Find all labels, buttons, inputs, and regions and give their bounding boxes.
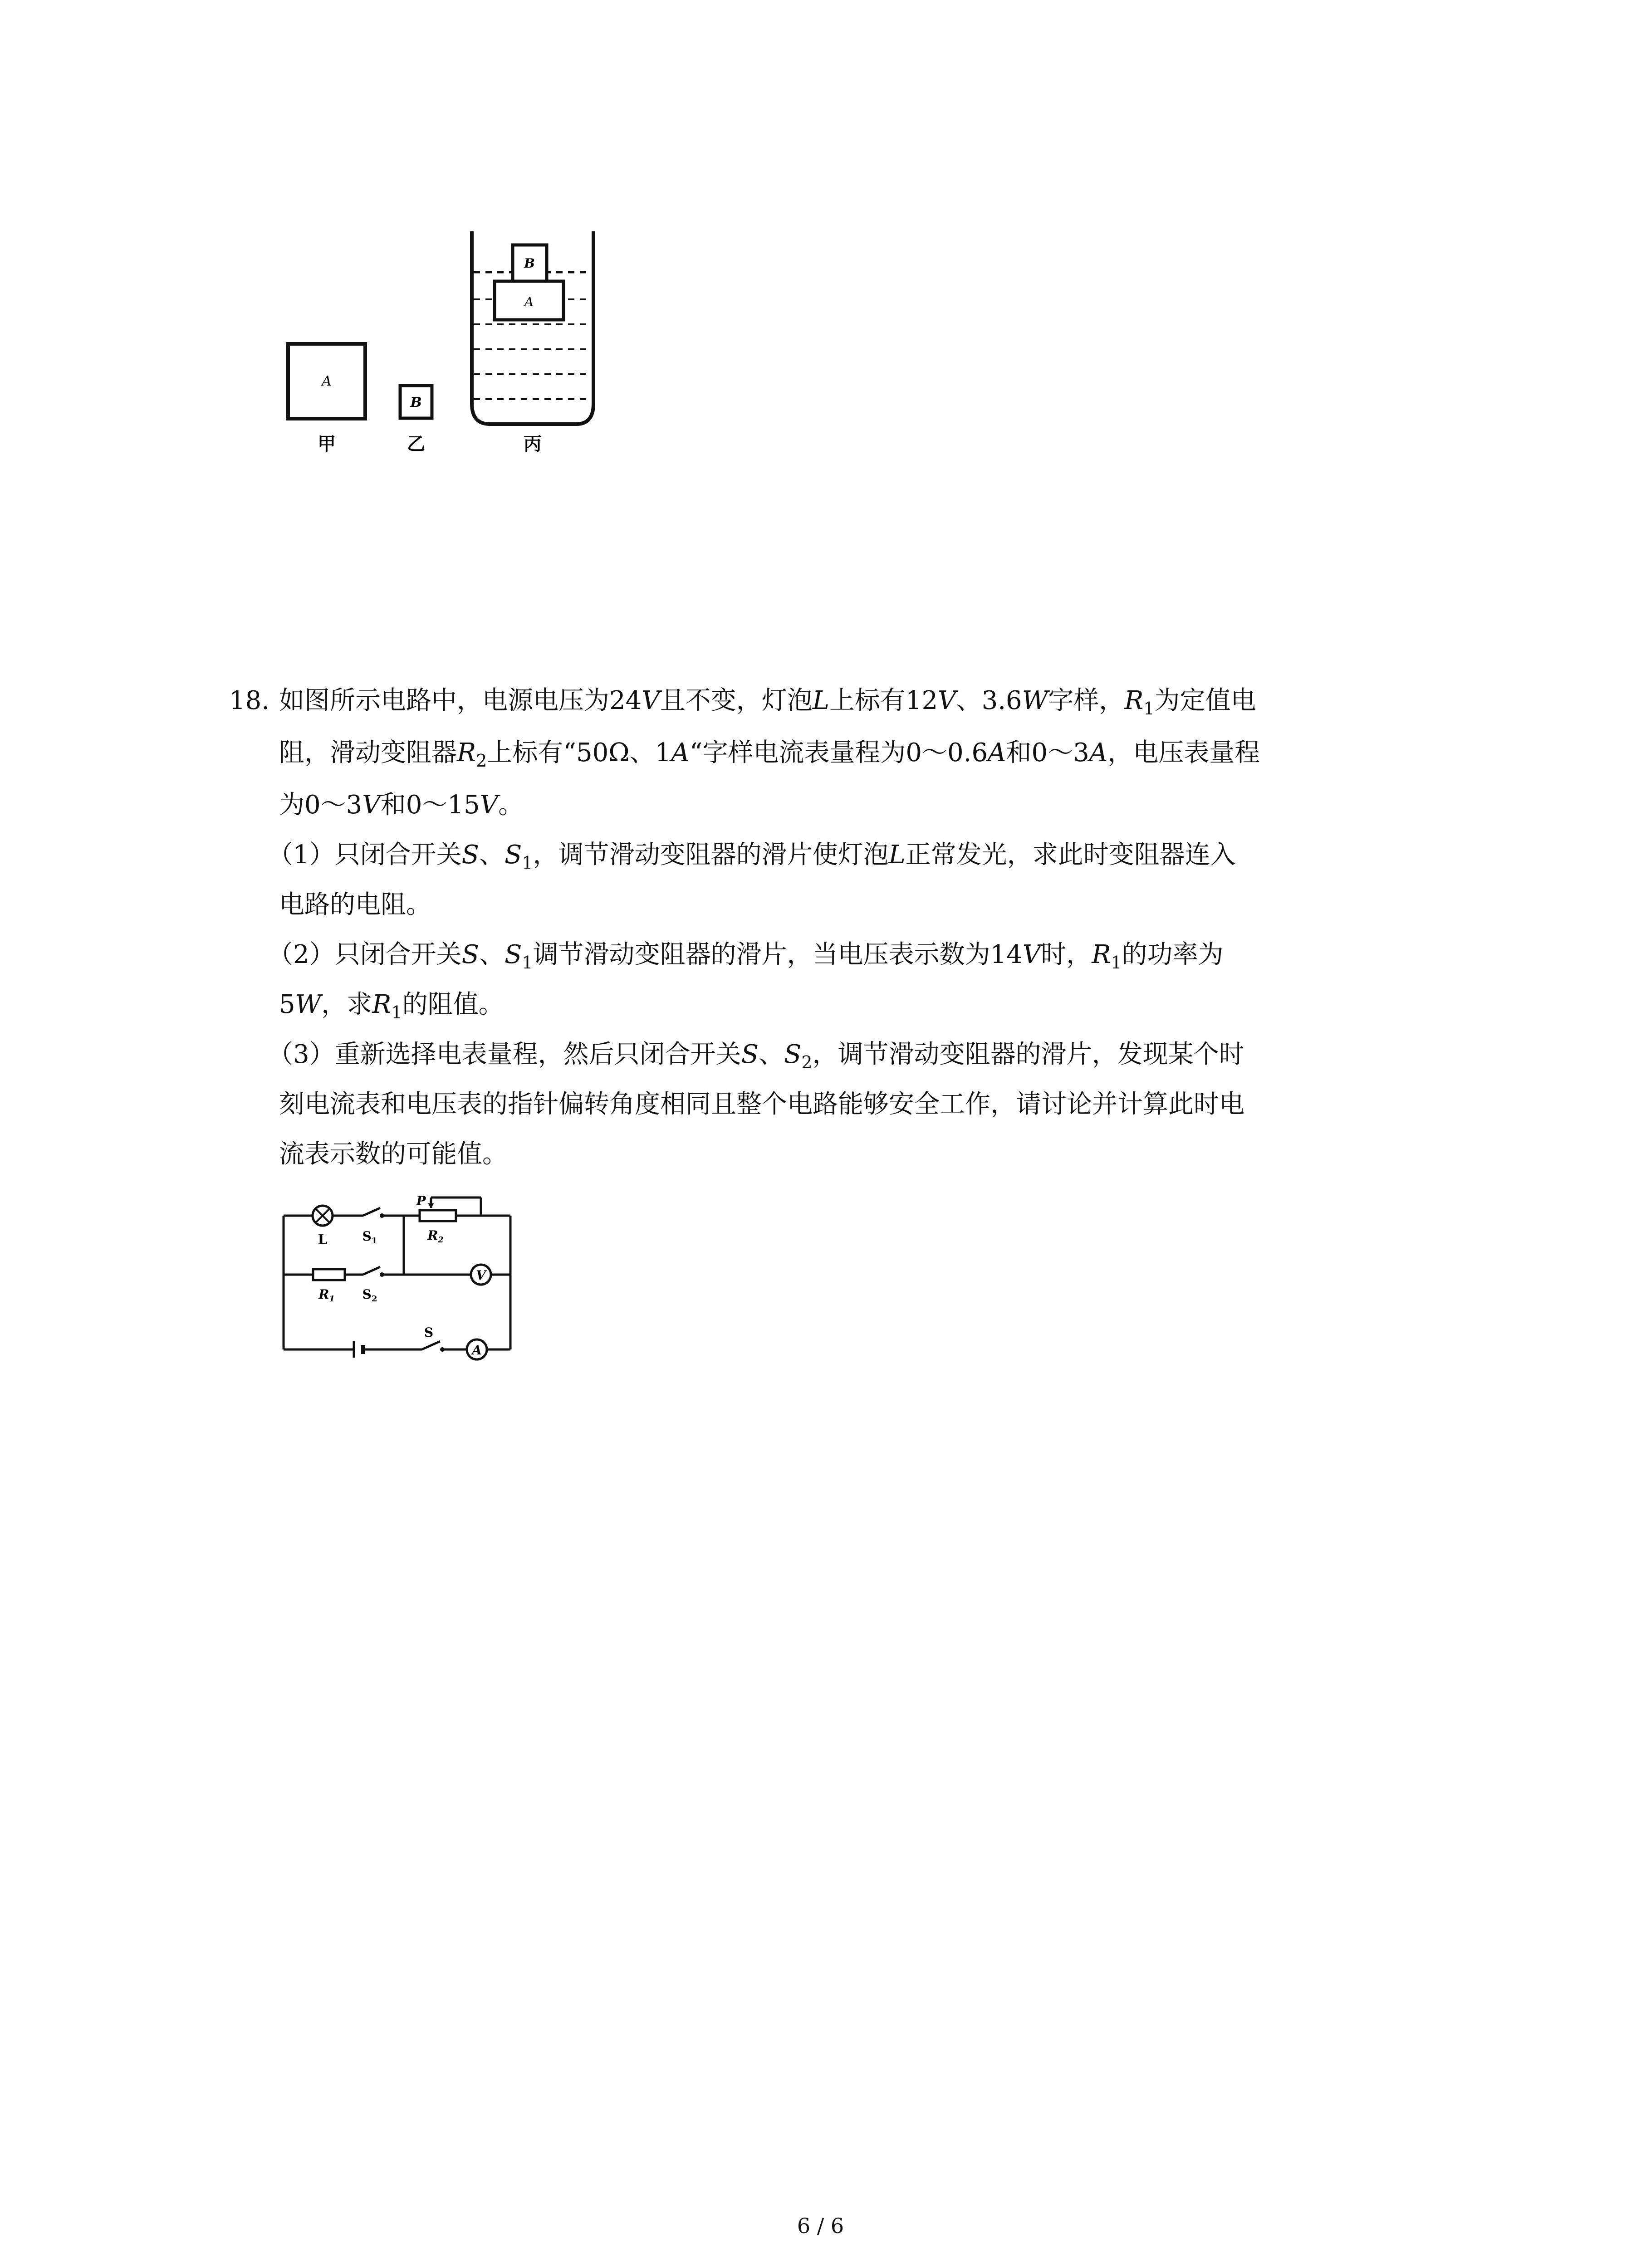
caption-yi: 乙 [407,433,425,455]
switch-s2-icon [363,1267,384,1277]
part-3-line-1: （3）重新选择电表量程，然后只闭合开关S、$S_2$，调节滑动变阻器的滑片，发现某个时 [268,1040,1244,1072]
part-3-line-2: 刻电流表和电压表的指针偏转角度相同且整个电路能够安全工作，请讨论并计算此时电 [279,1090,1244,1119]
question-line-3: 为0～3V和0～15V。 [279,790,524,820]
ammeter-label: A [472,1343,482,1358]
question-line-2: 阻，滑动变阻器$R_2$上标有“50Ω、1A“字样电流表量程为0～0.6A和0～3A，电压表量程 [279,738,1260,771]
page-number: 6 / 6 [797,2214,844,2238]
slider-label: P [416,1195,426,1208]
caption-jia: 甲 [318,433,336,455]
main-switch-icon [422,1341,445,1352]
lamp-label: L [318,1232,328,1248]
rheostat-r2-label: $R_2$ [427,1228,444,1245]
part-1-line-2: 电路的电阻。 [279,890,431,919]
slider-arrow-icon [428,1203,434,1208]
block-b-stacked-label: B [524,256,535,271]
voltmeter-label: V [476,1268,486,1283]
block-a-floating-label: A [524,294,534,309]
resistor-r1-label: $R_1$ [318,1287,335,1304]
blocks-figure [272,222,617,476]
circuit-diagram [277,1195,522,1363]
part-2-line-1: （2）只闭合开关S、$S_1$调节滑动变阻器的滑片，当电压表示数为14V时，$R_1$的功率为 [268,940,1224,973]
part-2-line-2: 5W，求$R_1$的阻值。 [279,990,504,1022]
question-line-1: 如图所示电路中，电源电压为24V且不变，灯泡L上标有12V、3.6W字样，$R_1$为定值电 [279,686,1256,719]
switch-s1-icon [363,1208,384,1218]
question-number: 18. [229,686,270,715]
main-switch-label: S [424,1325,434,1340]
block-a-jia-label: A [322,373,332,389]
part-1-line-1: （1）只闭合开关S、$S_1$，调节滑动变阻器的滑片使灯泡L正常发光，求此时变阻器连入 [268,840,1236,873]
switch-s2-label: $S_2$ [362,1287,377,1304]
rheostat-r2 [420,1210,456,1221]
part-3-line-3: 流表示数的可能值。 [279,1139,508,1169]
battery-icon [354,1341,363,1358]
switch-s1-label: $S_1$ [362,1229,377,1246]
resistor-r1 [313,1269,345,1280]
block-b-yi-label: B [410,395,422,411]
caption-bing: 丙 [524,433,542,455]
